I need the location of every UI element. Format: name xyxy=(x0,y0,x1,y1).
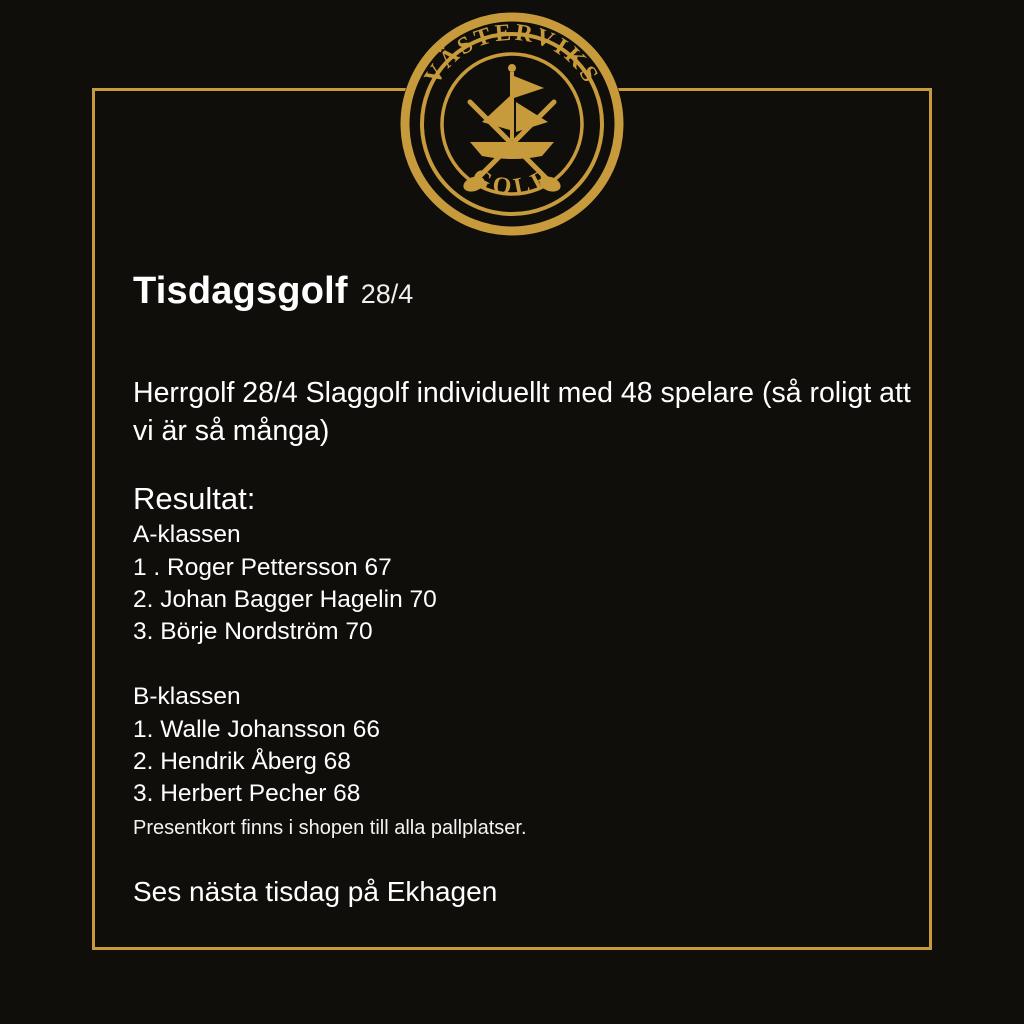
intro-text: Herrgolf 28/4 Slaggolf individuellt med 48 spelare (så roligt att vi är så många) xyxy=(133,377,911,447)
places-list-a xyxy=(133,552,923,649)
club-logo xyxy=(398,10,626,238)
prize-note: Presentkort finns i shopen till alla pallplatser. xyxy=(133,816,527,839)
list-item: 2. Hendrik Åberg 68 xyxy=(133,748,351,776)
results-heading: Resultat: xyxy=(133,480,256,516)
list-item: 1. Walle Johansson 66 xyxy=(133,715,380,743)
class-label-b: B-klassen xyxy=(133,682,241,710)
places-list-b xyxy=(133,714,923,811)
class-label-a: A-klassen xyxy=(133,520,241,548)
svg-text:VÄSTERVIKS: VÄSTERVIKS xyxy=(419,19,605,90)
title-date: 28/4 xyxy=(360,279,414,309)
section-spacer xyxy=(133,649,923,683)
poster-content xyxy=(133,270,923,908)
list-item: 1 . Roger Pettersson 67 xyxy=(133,553,392,581)
closing-text: Ses nästa tisdag på Ekhagen xyxy=(133,875,498,907)
class-block-a xyxy=(133,521,923,649)
list-item: 3. Börje Nordström 70 xyxy=(133,618,373,646)
class-block-b xyxy=(133,683,923,811)
title-main: Tisdagsgolf xyxy=(133,270,348,312)
list-item: 2. Johan Bagger Hagelin 70 xyxy=(133,586,437,614)
svg-text:GOLF: GOLF xyxy=(467,163,557,201)
list-item: 3. Herbert Pecher 68 xyxy=(133,780,361,808)
page-title xyxy=(133,270,923,313)
